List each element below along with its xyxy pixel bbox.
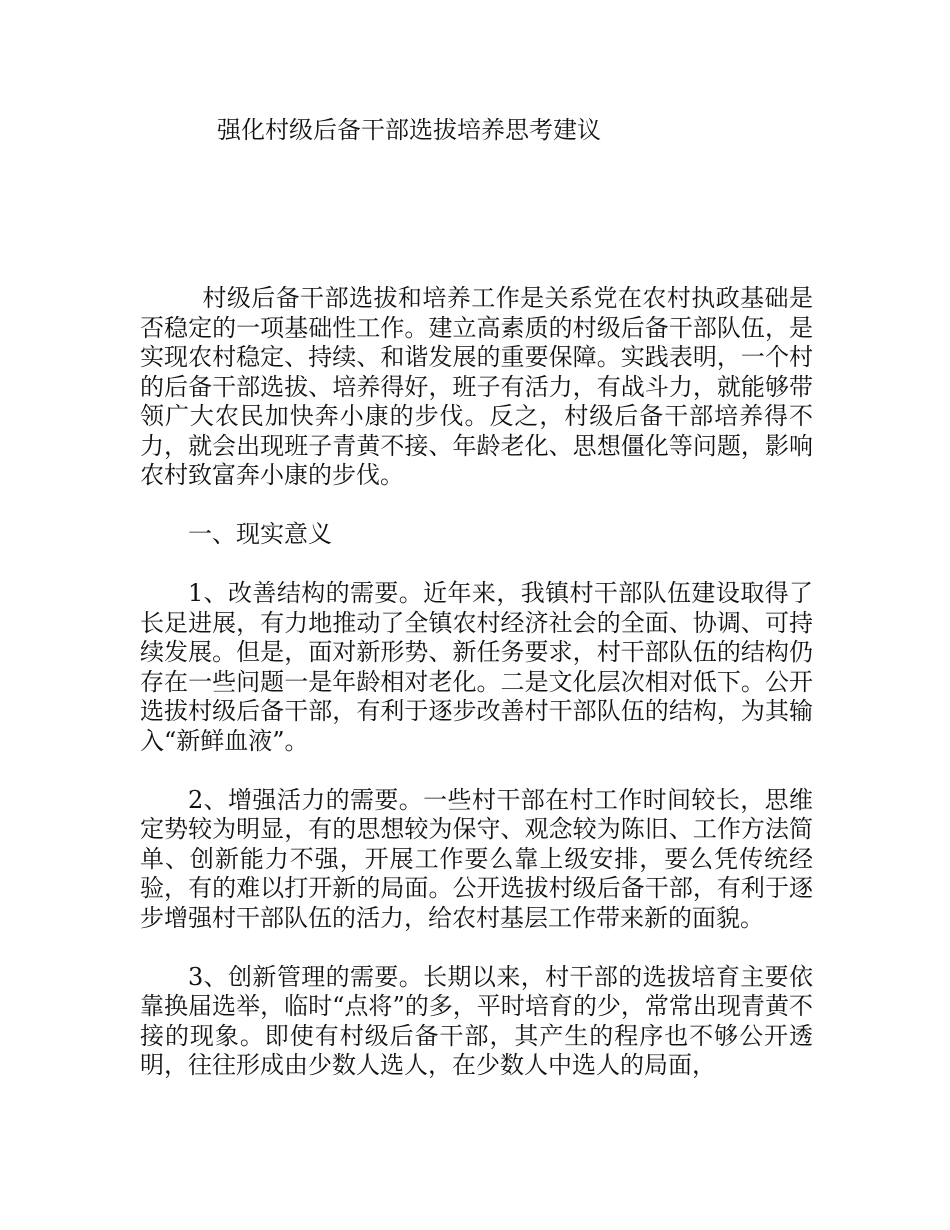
document-body: [140, 284, 813, 1110]
point-paragraph-2: 2、增强活力的需要。一些村干部在村工作时间较长，思维定势较为明显，有的思想较为保守、观念较为陈旧、工作方法简单、创新能力不强，开展工作要么靠上级安排，要么凭传统经验，有的难以打开新的局面。公开选拔村级后备干部，有利于逐步增强村干部队伍的活力，给农村基层工作带来新的面貌。: [140, 785, 813, 932]
point-paragraph-3: 3、创新管理的需要。长期以来，村干部的选拔培育主要依靠换届选举，临时“点将”的多，平时培育的少，常常出现青黄不接的现象。即使有村级后备干部，其产生的程序也不够公开透明，往往形成由少数人选人，在少数人中选人的局面，: [140, 962, 813, 1079]
intro-paragraph: 村级后备干部选拔和培养工作是关系党在农村执政基础是否稳定的一项基础性工作。建立高素质的村级后备干部队伍，是实现农村稳定、持续、和谐发展的重要保障。实践表明，一个村的后备干部选拔、培养得好，班子有活力，有战斗力，就能够带领广大农民加快奔小康的步伐。反之，村级后备干部培养得不力，就会出现班子青黄不接、年龄老化、思想僵化等问题，影响农村致富奔小康的步伐。: [140, 284, 813, 489]
point-paragraph-1: 1、改善结构的需要。近年来，我镇村干部队伍建设取得了长足进展，有力地推动了全镇农村经济社会的全面、协调、可持续发展。但是，面对新形势、新任务要求，村干部队伍的结构仍存在一些问题一是年龄相对老化。二是文化层次相对低下。公开选拔村级后备干部，有利于逐步改善村干部队伍的结构，为其输入“新鲜血液”。: [140, 579, 813, 755]
section-heading: 一、现实意义: [188, 520, 332, 548]
document-title: 强化村级后备干部选拔培养思考建议: [217, 116, 601, 144]
